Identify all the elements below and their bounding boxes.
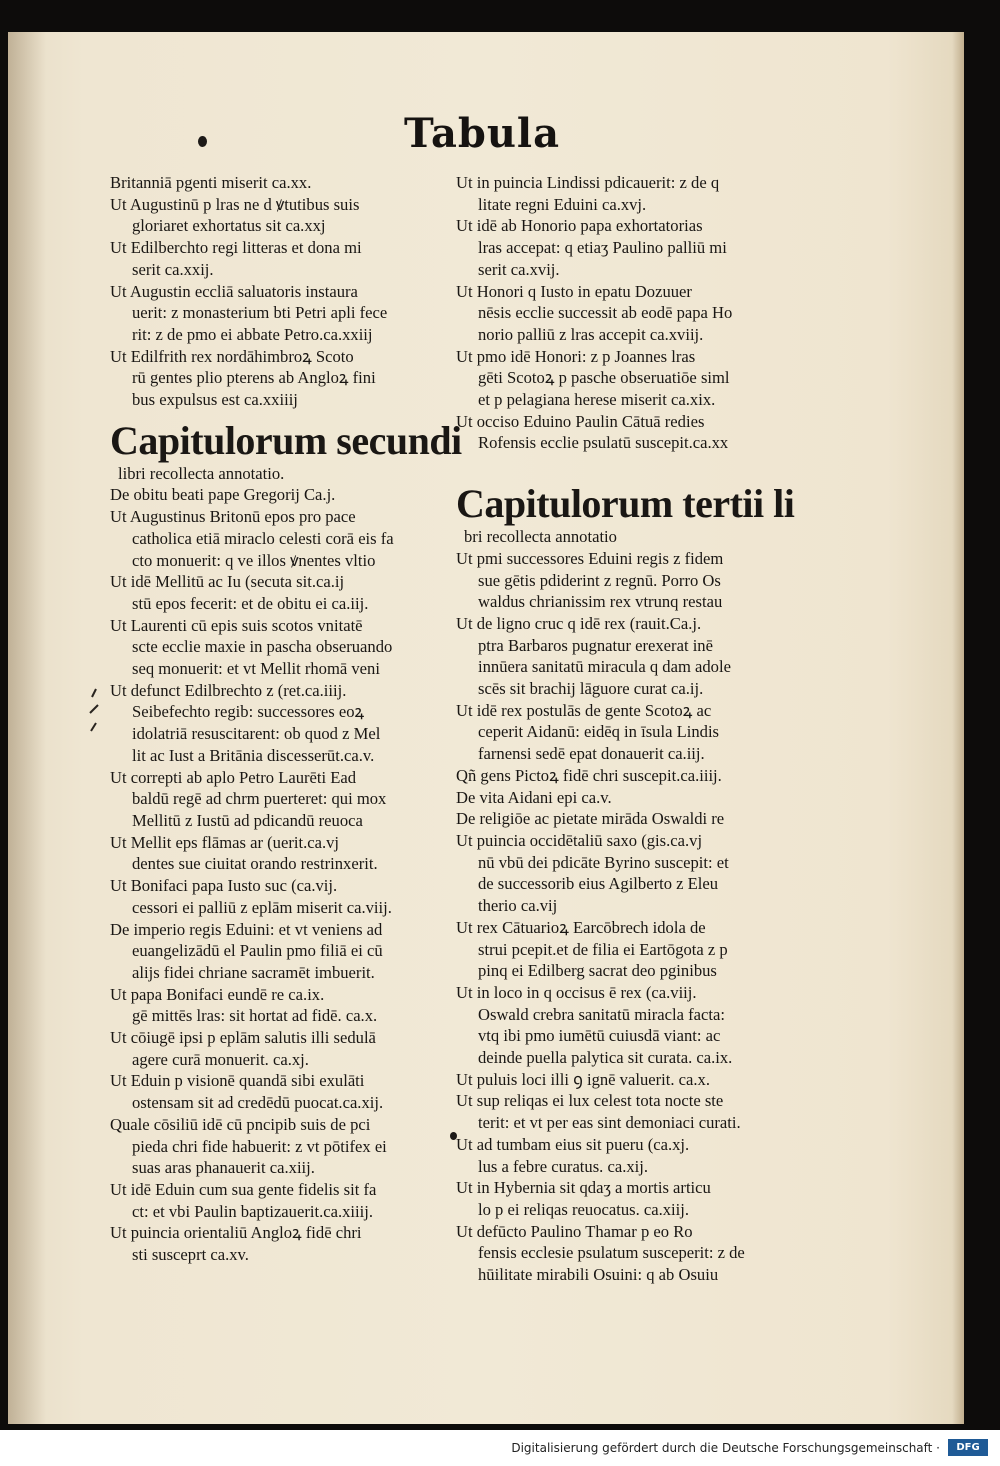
right-entries-top — [456, 172, 796, 454]
index-line: Ut in puincia Lindissi pdicauerit: z de q — [456, 173, 720, 192]
index-line: Ut pmo idē Honori: z p Joannes lras — [456, 346, 696, 366]
index-line: ptra Barbaros pugnatur erexerat inē — [478, 635, 713, 655]
index-line: strui pcepit.et de filia ei Eartōgota z p — [478, 939, 728, 959]
index-line: gēti Scotoꝝ p pasche obseruatiōe siml — [478, 368, 730, 388]
index-line: cessori ei palliū z eplām miserit ca.viij. — [132, 897, 392, 917]
left-section-title: Capitulorum secundi — [110, 417, 462, 463]
index-line: Ut defūcto Paulino Thamar p eo Ro — [456, 1221, 693, 1241]
index-line: Ut Eduin p visionē quandā sibi exulāti — [110, 1071, 365, 1091]
index-line: catholica etiā miraclo celesti corā eis fa — [132, 528, 394, 548]
index-line: stū epos fecerit: et de obitu ei ca.iij. — [132, 593, 369, 613]
index-line: ceperit Aidanū: eidēq in īsula Lindis — [478, 722, 720, 742]
index-line: lras accepat: q etiaʒ Paulino palliū mi — [478, 238, 727, 258]
left-entries-bottom — [110, 484, 440, 1265]
margin-annotation-marks — [82, 687, 104, 737]
index-line: Ut cōiugē ipsi p eplām salutis illi sedulā — [110, 1028, 376, 1048]
index-line: ct: et vbi Paulin baptizauerit.ca.xiiij. — [132, 1201, 373, 1221]
index-line: Britanniā pgenti miserit ca.xx. — [110, 173, 312, 192]
index-line: Qñ gens Pictoꝝ fidē chri suscepit.ca.iiij. — [456, 765, 722, 785]
index-line: Ut Edilberchto regi litteras et dona mi — [110, 238, 362, 258]
index-line: lus a febre curatus. ca.xij. — [478, 1156, 649, 1176]
index-line: Ut defunct Edilbrechto z (ret.ca.iiij. — [110, 680, 347, 700]
index-line: uerit: z monasterium bti Petri apli fece — [132, 303, 388, 323]
scanned-page — [8, 32, 964, 1424]
index-line: innūera sanitatū miracula q dam adole — [478, 657, 731, 677]
index-line: cto monuerit: q ve illos ꝟnentes vltio — [132, 550, 376, 570]
index-line: Ut Augustin eccliā saluatoris instaura — [110, 281, 358, 301]
left-section-subtitle: libri recollecta annotatio. — [118, 463, 285, 483]
index-line: Ut Edilfrith rex nordāhimbroꝝ Scoto — [110, 346, 354, 366]
index-line: Ut idē rex postulās de gente Scotoꝝ ac — [456, 700, 712, 720]
left-entries-top — [110, 172, 440, 411]
index-line: Ut in Hybernia sit qdaʒ a mortis articu — [456, 1178, 711, 1198]
index-line: vtq ibi pmo iumētū cuiusdā viant: ac — [478, 1026, 721, 1046]
index-line: Ut in loco in q occisus ē rex (ca.viij. — [456, 982, 697, 1002]
index-line: Ut Laurenti cū epis suis scotos vnitatē — [110, 615, 363, 635]
page-edge-shadow — [952, 32, 964, 1424]
index-line: rit: z de pmo ei abbate Petro.ca.xxiij — [132, 324, 373, 344]
index-line: De religiōe ac pietate mirāda Oswaldi re — [456, 809, 725, 829]
index-line: Mellitū z Iustū ad pdicandū reuoca — [132, 810, 363, 830]
index-line: litate regni Eduini ca.xvj. — [478, 194, 647, 214]
index-line: Ut Bonifaci papa Iusto suc (ca.vij. — [110, 876, 338, 896]
index-line: Seibefechto regib: successores eoꝝ — [132, 702, 365, 722]
index-line: pinq ei Edilberg sacrat deo pginibus — [478, 961, 717, 981]
index-line: Ut correpti ab aplo Petro Laurēti Ead — [110, 767, 357, 787]
right-section-title: Capitulorum tertii li — [456, 481, 795, 527]
index-line: lo p ei reliqas reuocatus. ca.xiij. — [478, 1199, 690, 1219]
index-line: Ut idē ab Honorio papa exhortatorias — [456, 216, 703, 236]
index-line: Ut Mellit eps flāmas ar (uerit.ca.vj — [110, 832, 340, 852]
index-line: sue gētis pdiderint z regnū. Porro Os — [478, 570, 721, 590]
index-line: gē mittēs lras: sit hortat ad fidē. ca.x. — [132, 1006, 378, 1026]
index-line: therio ca.vij — [478, 896, 558, 916]
top-ink-dot — [198, 136, 207, 147]
footer-bar — [0, 1430, 1000, 1466]
index-line: bus expulsus est ca.xxiiij — [132, 390, 298, 410]
index-line: sti susceprt ca.xv. — [132, 1245, 249, 1265]
left-column — [110, 172, 462, 1266]
index-line: Ut idē Eduin cum sua gente fidelis sit fa — [110, 1179, 377, 1199]
index-line: suas aras phanauerit ca.xiij. — [132, 1158, 315, 1178]
index-line: euangelizādū el Paulin pmo filiā ei cū — [132, 941, 383, 961]
index-line: terit: et vt per eas sint demoniaci curati. — [478, 1113, 741, 1133]
index-line: pieda chri fide habuerit: z vt pōtifex ei — [132, 1136, 387, 1156]
index-line: Ut Augustinū p lras ne d ꝟtutibus suis — [110, 194, 360, 214]
index-line: De vita Aidani epi ca.v. — [456, 787, 612, 807]
page-gutter-shadow — [8, 32, 46, 1424]
index-line: hūilitate mirabili Osuini: q ab Osuiu — [478, 1265, 719, 1285]
index-line: waldus chrianissim rex vtrunq restau — [478, 592, 723, 612]
index-line: Ut Augustinus Britonū epos pro pace — [110, 507, 356, 527]
index-line: norio palliū z lras accepit ca.xviij. — [478, 324, 704, 344]
index-line: idolatriā resuscitarent: ob quod z Mel — [132, 724, 381, 744]
index-line: farnensi sedē epat donauerit ca.iij. — [478, 744, 705, 764]
index-line: seq monuerit: et vt Mellit rhomā veni — [132, 659, 380, 679]
index-line: Quale cōsiliū idē cū pncipib suis de pci — [110, 1114, 371, 1134]
index-line: Ut pmi successores Eduini regis z fidem — [456, 548, 724, 568]
right-entries-bottom — [456, 548, 796, 1286]
index-line: Ut puluis loci illi ꝯ ignē valuerit. ca.x. — [456, 1069, 710, 1089]
index-line: Ut puincia occidētaliū saxo (gis.ca.vj — [456, 830, 703, 850]
index-line: Ut Honori q Iusto in epatu Dozuuer — [456, 281, 692, 301]
index-line: de successorib eius Agilberto z Eleu — [478, 874, 719, 894]
index-line: De obitu beati pape Gregorij Ca.j. — [110, 485, 336, 505]
index-line: deinde puella palytica sit curata. ca.ix. — [478, 1048, 733, 1068]
footer-credit: Digitalisierung gefördert durch die Deutsche Forschungsgemeinschaft · — [511, 1441, 940, 1455]
index-line: serit ca.xxij. — [132, 259, 214, 279]
right-column — [456, 172, 796, 1286]
index-line: dentes sue ciuitat orando restrinxerit. — [132, 854, 378, 874]
index-line: gloriaret exhortatus sit ca.xxj — [132, 216, 326, 236]
index-line: serit ca.xvij. — [478, 259, 560, 279]
index-line: Ut papa Bonifaci eundē re ca.ix. — [110, 984, 325, 1004]
dfg-logo: DFG — [948, 1439, 988, 1456]
index-line: ostensam sit ad credēdū puocat.ca.xij. — [132, 1093, 384, 1113]
index-line: nēsis ecclie successit ab eodē papa Ho — [478, 303, 733, 323]
index-line: et p pelagiana herese miserit ca.xix. — [478, 390, 716, 410]
index-line: Ut ad tumbam eius sit pueru (ca.xj. — [456, 1134, 690, 1154]
index-line: agere curā monuerit. ca.xj. — [132, 1049, 309, 1069]
index-line: Oswald crebra sanitatū miracla facta: — [478, 1004, 725, 1024]
index-line: Ut rex Cātuarioꝝ Earcōbrech idola de — [456, 917, 706, 937]
index-line: De imperio regis Eduini: et vt veniens ad — [110, 919, 383, 939]
index-line: Rofensis ecclie psulatū suscepit.ca.xx — [478, 433, 729, 453]
index-line: alijs fidei chriane sacramēt imbuerit. — [132, 962, 375, 982]
index-line: baldū regē ad chrm puerteret: qui mox — [132, 789, 387, 809]
index-line: lit ac Iust a Britānia discesserūt.ca.v. — [132, 745, 375, 765]
index-line: fensis ecclesie psulatum susceperit: z de — [478, 1243, 745, 1263]
index-line: Ut de ligno cruc q idē rex (rauit.Ca.j. — [456, 613, 702, 633]
index-line: Ut sup reliqas ei lux celest tota nocte ste — [456, 1091, 724, 1111]
right-section-subtitle: bri recollecta annotatio — [464, 527, 617, 547]
index-line: Ut idē Mellitū ac Iu (secuta sit.ca.ij — [110, 572, 345, 592]
page-heading: Tabula — [404, 110, 561, 157]
index-line: nū vbū dei pdicāte Byrino suscepit: et — [478, 852, 729, 872]
index-line: scēs sit brachij lāguore curat ca.ij. — [478, 679, 704, 699]
index-line: Ut puincia orientaliū Angloꝝ fidē chri — [110, 1223, 362, 1243]
index-line: rū gentes plio pterens ab Angloꝝ fini — [132, 368, 376, 388]
index-line: Ut occiso Eduino Paulin Cātuā redies — [456, 411, 705, 431]
index-line: scte ecclie maxie in pascha obseruando — [132, 637, 393, 657]
